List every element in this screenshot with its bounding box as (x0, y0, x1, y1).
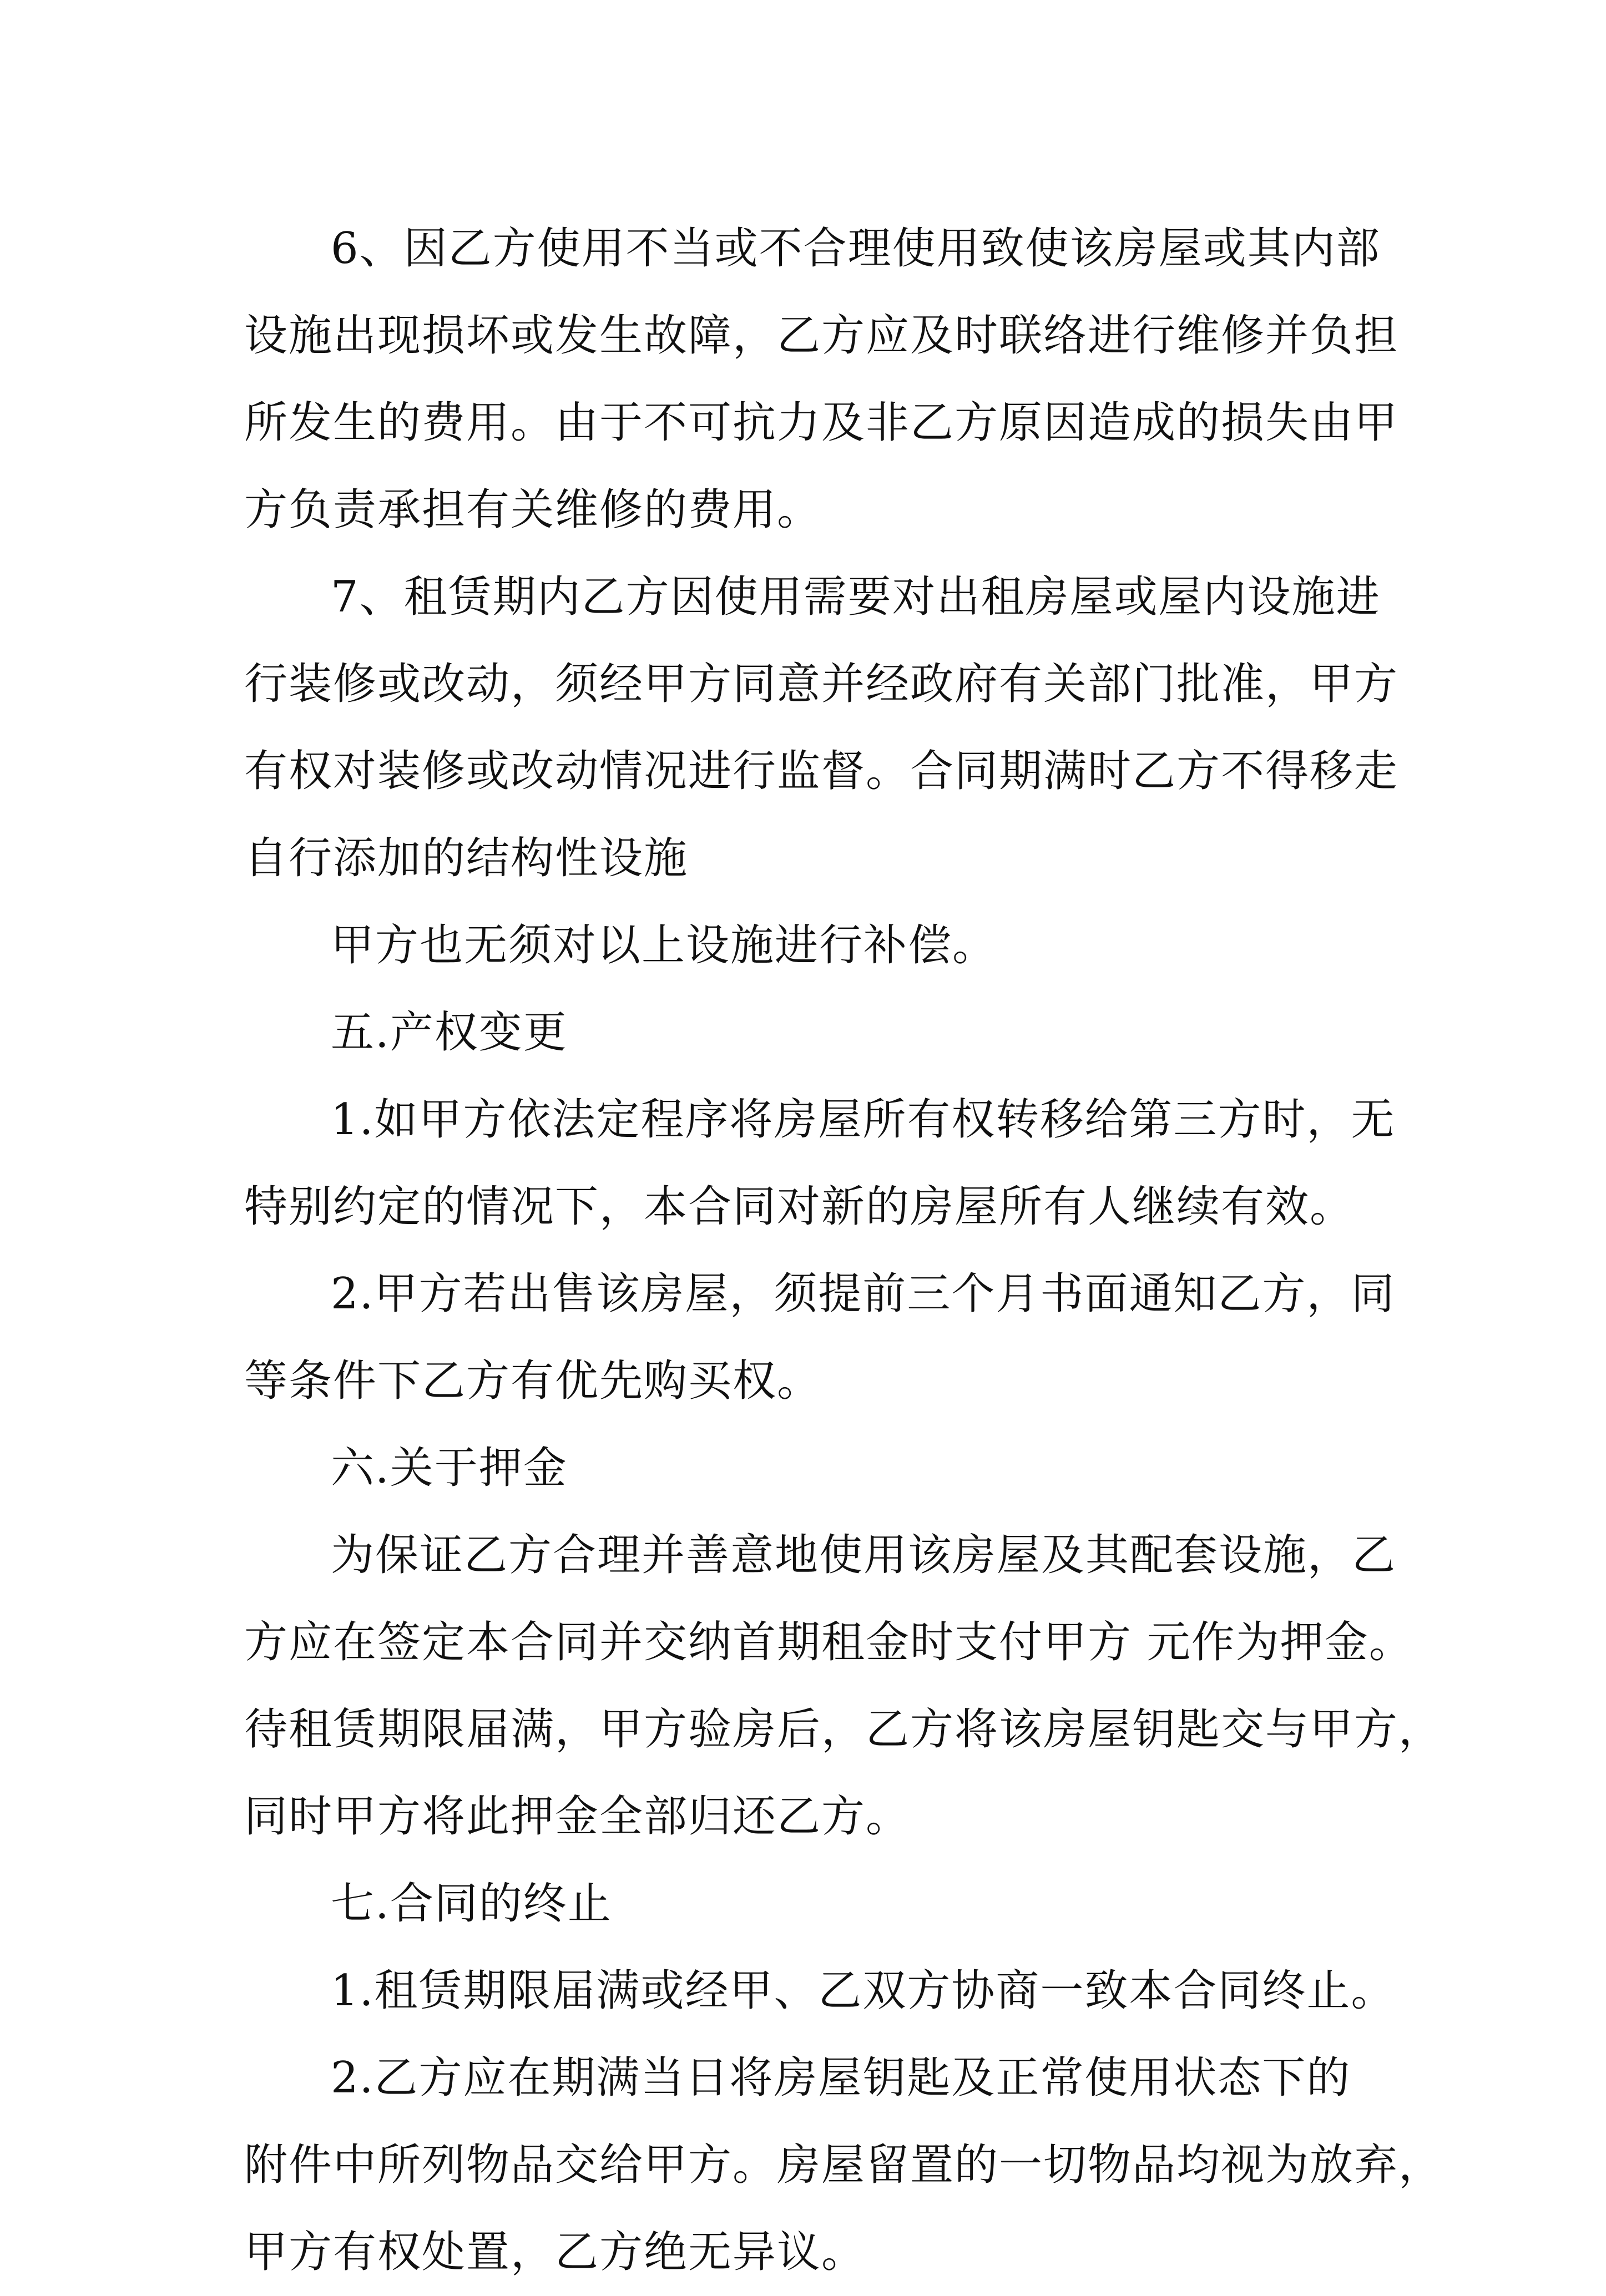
section-heading-property-change (244, 989, 1376, 1076)
text-line: 1.租赁期限届满或经甲、乙双方协商一致本合同终止。 (331, 1966, 1396, 2016)
section-heading-deposit (244, 1425, 1376, 1512)
paragraph-property-transfer (244, 1076, 1396, 1251)
paragraph-termination-2 (244, 2035, 1443, 2296)
document-body (244, 205, 1443, 2296)
text-line: 设施出现损坏或发生故障，乙方应及时联络进行维修并负担 (244, 311, 1399, 361)
text-line: 1.如甲方依法定程序将房屋所有权转移给第三方时，无 (331, 1095, 1396, 1145)
text-line: 为保证乙方合理并善意地使用该房屋及其配套设施，乙 (331, 1530, 1397, 1580)
section-heading: 六.关于押金 (331, 1443, 568, 1493)
text-line: 特别约定的情况下，本合同对新的房屋所有人继续有效。 (244, 1182, 1355, 1232)
text-line: 7、租赁期内乙方因使用需要对出租房屋或屋内设施进 (331, 572, 1381, 622)
text-line: 6、因乙方使用不当或不合理使用致使该房屋或其内部 (331, 224, 1381, 274)
text-line: 等条件下乙方有优先购买权。 (244, 1356, 822, 1406)
paragraph-clause-6 (244, 205, 1399, 554)
paragraph-no-compensation (244, 902, 1376, 989)
paragraph-deposit (244, 1512, 1443, 1860)
text-line: 甲方有权处置，乙方绝无异议。 (244, 2227, 866, 2277)
text-line: 附件中所列物品交给甲方。房屋留置的一切物品均视为放弃， (244, 2140, 1443, 2190)
text-line: 自行添加的结构性设施 (244, 833, 689, 883)
text-line: 同时甲方将此押金全部归还乙方。 (244, 1792, 911, 1842)
section-heading-termination (244, 1860, 1376, 1948)
paragraph-termination-1 (244, 1948, 1396, 2035)
paragraph-sale-notice (244, 1251, 1396, 1425)
text-line: 行装修或改动，须经甲方同意并经政府有关部门批准，甲方 (244, 659, 1399, 709)
text-line: 有权对装修或改动情况进行监督。合同期满时乙方不得移走 (244, 746, 1399, 796)
text-line: 2.甲方若出售该房屋，须提前三个月书面通知乙方，同 (331, 1269, 1396, 1319)
section-heading: 五.产权变更 (331, 1008, 568, 1058)
section-heading: 七.合同的终止 (331, 1879, 612, 1929)
paragraph-clause-7 (244, 554, 1399, 902)
text-line: 方应在签定本合同并交纳首期租金时支付甲方 元作为押金。 (244, 1617, 1413, 1667)
text-line: 方负责承担有关维修的费用。 (244, 485, 822, 535)
text-line: 甲方也无须对以上设施进行补偿。 (331, 921, 997, 970)
text-line: 待租赁期限届满，甲方验房后，乙方将该房屋钥匙交与甲方， (244, 1705, 1443, 1754)
text-line: 所发生的费用。由于不可抗力及非乙方原因造成的损失由甲 (244, 398, 1399, 448)
text-line: 2.乙方应在期满当日将房屋钥匙及正常使用状态下的 (331, 2053, 1351, 2103)
